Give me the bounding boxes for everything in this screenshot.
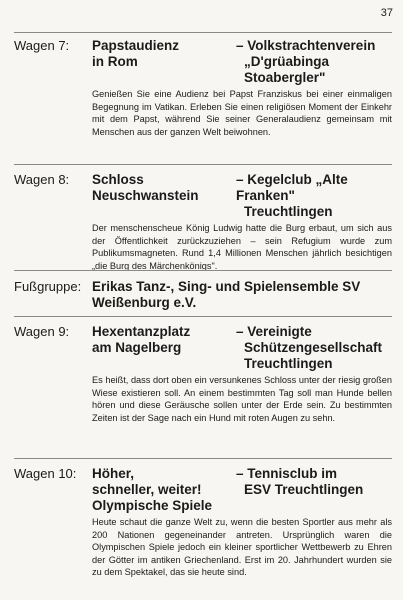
entry-title: Schloss Neuschwanstein [92,172,199,203]
entry-label: Wagen 9: [14,324,70,339]
divider [14,316,392,317]
entry-title: Hexentanzplatz am Nagelberg [92,324,191,355]
entry-group: – Tennisclub im ESV Treuchtlingen [236,466,364,497]
entry-wagen-9 [14,324,392,424]
entry-description: Genießen Sie eine Audienz bei Papst Franziskus bei einer einmaligen Begegnung im Vatikan. Erleben Sie einen religiösen Moment der Einkehr mit dem Papst, während Sie seiner Generalaudienz gemeinsam mit Menschen aus der ganzen Welt beiwohnen. [92,89,392,137]
entry-title: Erikas Tanz-, Sing- und Spielensemble SV Weißenburg e.V. [92,279,361,310]
entry-group: – Vereinigte Schützengesellschaft Treuchtlingen [236,324,383,371]
entry-group: – Kegelclub „Alte Franken" Treuchtlingen [236,172,348,219]
page-number: 37 [380,7,393,19]
entry-group: – Volkstrachtenverein „D'grüabinga Stoabergler" [236,38,376,85]
entry-fussgruppe [14,279,392,311]
divider [14,270,392,271]
entry-description: Der menschenscheue König Ludwig hatte die Burg erbaut, um sich aus der Öffentlichkeit zurückzuziehen – sein Refugium wurde zum Publikumsmagneten. Rund 1,4 Millionen Menschen jährlich besichtigen „die Burg des Märchenkönigs". [92,223,392,271]
entry-title: Papstaudienz in Rom [92,38,180,69]
divider [14,32,392,33]
entry-label: Wagen 8: [14,172,70,187]
entry-label: Wagen 7: [14,38,70,53]
entry-wagen-8 [14,172,392,272]
entry-label: Wagen 10: [14,466,77,481]
divider [14,458,392,459]
divider [14,164,392,165]
entry-description: Heute schaut die ganze Welt zu, wenn die besten Sportler aus mehr als 200 Nationen gegeneinander antreten. Ursprünglich waren die Olympischen Spiele jedoch ein kleiner sportlicher Wettbewerb zu Ehren der Götter im antiken Griechenland. Erst im 20. Jahrhundert wurden sie zu dem Spektakel, das sie heute sind. [92,517,392,578]
entry-wagen-7 [14,38,392,138]
entry-label: Fußgruppe: [14,279,82,294]
entry-description: Es heißt, dass dort oben ein versunkenes Schloss unter der riesig großen Wiese existieren soll. An einem bestimmten Tag soll man Hunde bellen hören und diese Geräusche sollen unter der Erde sein. Zu bestimmten Zeiten ist der Sage nach ein Hund mit roten Augen zu sehn. [92,375,392,423]
entry-title: Höher, schneller, weiter! Olympische Spiele [92,466,213,513]
entry-wagen-10 [14,466,392,579]
